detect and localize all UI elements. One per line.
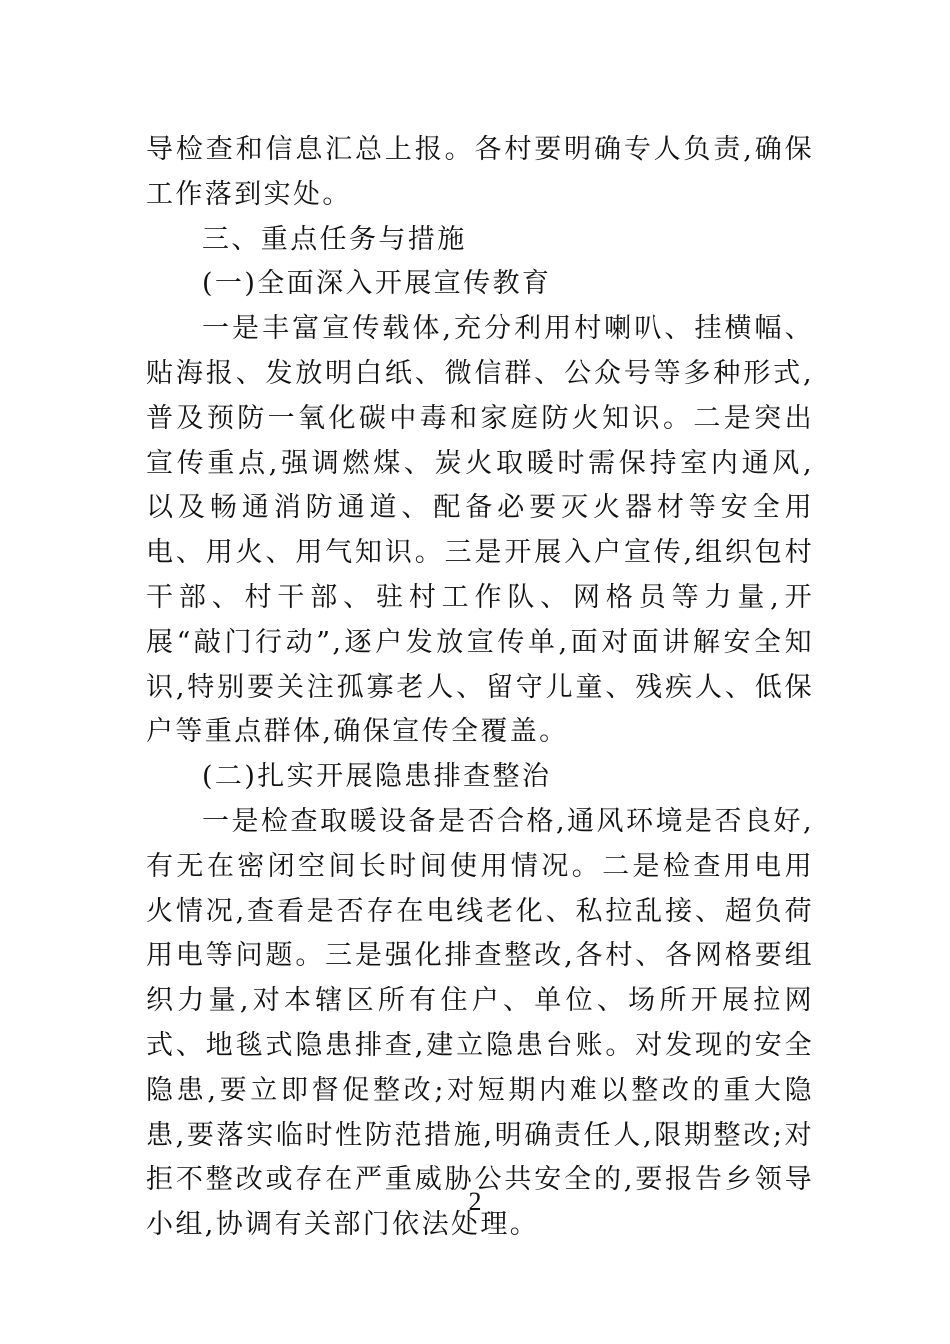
subsection-heading-1: (一)全面深入开展宣传教育 bbox=[202, 268, 552, 300]
section-heading: 三、重点任务与措施 bbox=[202, 223, 467, 255]
page-number: 2 bbox=[468, 1187, 482, 1216]
document-body bbox=[146, 128, 814, 1248]
paragraph-publicity: 一是丰富宣传载体,充分利用村喇叭、挂横幅、贴海报、发放明白纸、微信群、公众号等多种形式,普及预防一氧化碳中毒和家庭防火知识。二是突出宣传重点,强调燃煤、炭火取暖时需保持室内通风,以及畅通消防通道、配备必要灭火器材等安全用电、用火、用气知识。三是开展入户宣传,组织包村干部、村干部、驻村工作队、网格员等力量,开展“敲门行动”,逐户发放宣传单,面对面讲解安全知识,特别要关注孤寡老人、留守儿童、残疾人、低保户等重点群体,确保宣传全覆盖。 bbox=[146, 313, 814, 748]
paragraph-continuation: 导检查和信息汇总上报。各村要明确专人负责,确保工作落到实处。 bbox=[146, 134, 814, 210]
paragraph-inspection: 一是检查取暖设备是否合格,通风环境是否良好,有无在密闭空间长时间使用情况。二是检查用电用火情况,查看是否存在电线老化、私拉乱接、超负荷用电等问题。三是强化排查整改,各村、各网格要组织力量,对本辖区所有住户、单位、场所开展拉网式、地毯式隐患排查,建立隐患台账。对发现的安全隐患,要立即督促整改;对短期内难以整改的重大隐患,要落实临时性防范措施,明确责任人,限期整改;对拒不整改或存在严重威胁公共安全的,要报告乡领导小组,协调有关部门依法处理。 bbox=[146, 805, 814, 1241]
subsection-heading-2: (二)扎实开展隐患排查整治 bbox=[202, 761, 552, 793]
